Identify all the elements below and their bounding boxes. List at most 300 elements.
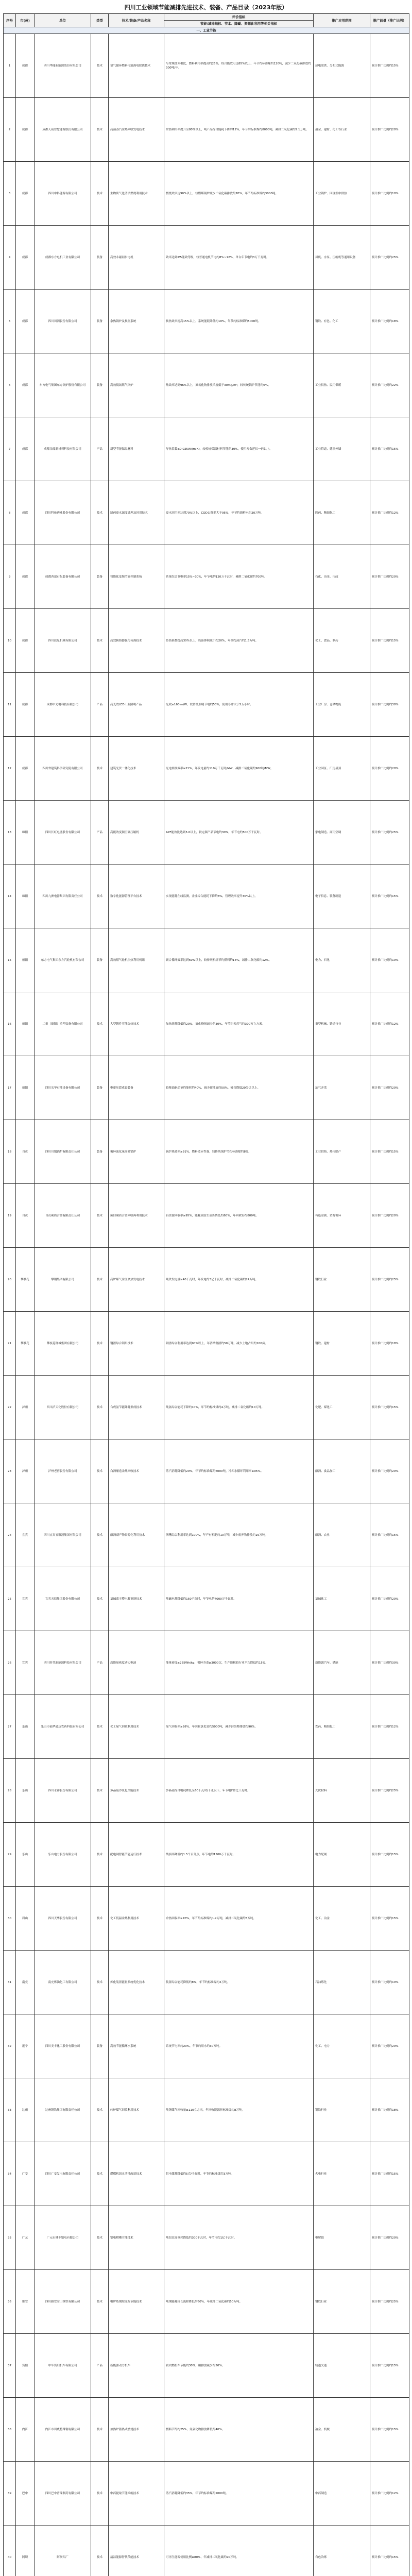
row-type: 技术 <box>91 2078 109 2142</box>
row-no: 33 <box>4 2078 16 2142</box>
row-name: 燃煤机组灵活性改造技术 <box>109 2142 164 2206</box>
table-row <box>4 226 409 290</box>
row-name: 大型锻件节能加热技术 <box>109 992 164 1056</box>
row-share: 预计推广比例约20% <box>370 98 409 162</box>
row-index: 吨氨综合能耗下降约10%，年节约标准煤约4万吨，减排二氧化碳约10万吨。 <box>164 1376 314 1439</box>
row-type: 技术 <box>91 2142 109 2206</box>
row-unit: 攀钢集团有限公司 <box>35 1248 91 1312</box>
row-index: 热效率达到96%以上，氮氧化物排放浓度低于30mg/m³，较传统锅炉节能约6%。 <box>164 353 314 417</box>
row-type: 技术 <box>91 481 109 545</box>
section-band-label: 一、工业节能 <box>4 27 409 34</box>
table-row <box>4 1759 409 1823</box>
row-region: 巴中 <box>16 2462 35 2526</box>
row-share: 预计推广比例约20% <box>370 737 409 801</box>
row-scope: 石化、冶金、市政 <box>314 545 370 609</box>
row-index: 装置综合能耗降低约8%，年节约标准煤约2万吨。 <box>164 1951 314 2014</box>
row-index: 系统节电率约20%，年节约用水约30万吨。 <box>164 2014 314 2078</box>
table-row <box>4 1120 409 1184</box>
row-type: 技术 <box>91 1248 109 1312</box>
row-scope: 热电联供、分布式能源 <box>314 34 370 98</box>
row-no: 40 <box>4 2526 16 2576</box>
row-share: 预计推广比例约15% <box>370 417 409 481</box>
row-share: 预计推广比例约12% <box>370 1695 409 1759</box>
row-name: 新能源动力机车 <box>109 2334 164 2398</box>
row-no: 8 <box>4 481 16 545</box>
row-scope: 轨道交通 <box>314 2334 370 2398</box>
row-share: 预计推广比例约20% <box>370 1567 409 1631</box>
row-name: 生物质气化清洁燃烧利用技术 <box>109 162 164 226</box>
row-type: 产品 <box>91 673 109 737</box>
row-region: 自贡 <box>16 1184 35 1248</box>
row-region: 南充 <box>16 1951 35 2014</box>
row-scope: 有色金属、资源循环 <box>314 1184 370 1248</box>
row-region: 泸州 <box>16 1376 35 1439</box>
row-name: 钢渣综合利用技术 <box>109 1312 164 1376</box>
row-index: 吨铁发电量≥40千瓦时，年发电约3亿千瓦时，减排二氧化碳约24万吨。 <box>164 1248 314 1312</box>
row-type: 技术 <box>91 1312 109 1376</box>
row-share: 预计推广比例约25% <box>370 2270 409 2334</box>
row-share: 预计推广比例约15% <box>370 2334 409 2398</box>
row-type: 装备 <box>91 928 109 992</box>
row-name: 配电网智能节能运行技术 <box>109 1823 164 1887</box>
row-unit: 泸州老窖股份有限公司 <box>35 1439 91 1503</box>
row-share: 预计推广比例约10% <box>370 928 409 992</box>
row-region: 成都 <box>16 162 35 226</box>
row-no: 22 <box>4 1376 16 1439</box>
row-unit: 二重（德阳）重型装备有限公司 <box>35 992 91 1056</box>
row-region: 雅安 <box>16 2270 35 2334</box>
row-type: 产品 <box>91 2334 109 2398</box>
row-scope: 光伏材料 <box>314 1759 370 1823</box>
row-region: 成都 <box>16 609 35 673</box>
row-no: 38 <box>4 2398 16 2462</box>
row-no: 21 <box>4 1312 16 1376</box>
row-type: 技术 <box>91 1823 109 1887</box>
row-type: 技术 <box>91 1503 109 1567</box>
row-name: 化工尾气回收利用技术 <box>109 1695 164 1759</box>
row-name: 多晶硅冷氢化节能技术 <box>109 1759 164 1823</box>
row-type: 技术 <box>91 2398 109 2462</box>
row-region: 德阳 <box>16 928 35 992</box>
row-unit: 四川天华股份有限公司 <box>35 1887 91 1951</box>
row-unit: 四川长虹电器股份有限公司 <box>35 801 91 865</box>
row-scope: 酿酒、农业 <box>314 1503 370 1567</box>
row-scope: 油气开采 <box>314 1056 370 1120</box>
row-scope: 工业供热、民用供暖 <box>314 353 370 417</box>
row-name: 酿酒副产物资源化利用技术 <box>109 1503 164 1567</box>
row-name: 建筑光伏一体化技术 <box>109 737 164 801</box>
row-type: 技术 <box>91 162 109 226</box>
table-row <box>4 1567 409 1631</box>
row-region: 成都 <box>16 226 35 290</box>
row-type: 装备 <box>91 290 109 353</box>
row-index: 燃料节约约25%，氮氧化物排放降低约40%。 <box>164 2398 314 2462</box>
row-share: 预计推广比例约25% <box>370 801 409 865</box>
table-row <box>4 1503 409 1567</box>
row-scope: 工业供热、热电联产 <box>314 1120 370 1184</box>
row-share: 预计推广比例约10% <box>370 162 409 226</box>
row-name: 氯碱离子膜电解节能技术 <box>109 1567 164 1631</box>
row-no: 34 <box>4 2142 16 2206</box>
header-type: 类型 <box>91 14 109 27</box>
row-region: 资阳 <box>16 2334 35 2398</box>
row-scope: 工业锅炉、园区集中供热 <box>314 162 370 226</box>
header-scope: 推广应用范围 <box>314 14 370 27</box>
row-no: 18 <box>4 1120 16 1184</box>
row-name: 炼化装置能量系统优化技术 <box>109 1951 164 2014</box>
row-unit: 东方电气集团东方汽轮机有限公司 <box>35 928 91 992</box>
row-region: 绵阳 <box>16 801 35 865</box>
table-row <box>4 1376 409 1439</box>
row-name: 合成氨节能降耗集成技术 <box>109 1376 164 1439</box>
row-type: 技术 <box>91 609 109 673</box>
row-scope: 钢铁行业 <box>314 2078 370 2142</box>
table-row <box>4 481 409 545</box>
row-index: 吨铝直流电耗降低约300千瓦时，年节电约1亿千瓦时。 <box>164 2206 314 2270</box>
row-index: 效率达到IE5能效等级，较普通电机节电约8%~12%，单台年节电约3万千瓦时。 <box>164 226 314 290</box>
row-type: 技术 <box>91 737 109 801</box>
table-row <box>4 1951 409 2014</box>
row-unit: 四川华能新能源股份有限公司 <box>35 34 91 98</box>
row-no: 31 <box>4 1951 16 2014</box>
row-type: 技术 <box>91 1376 109 1439</box>
row-index: 导热系数≤0.025W/(m·K)，较传统保温材料节能约30%，使用寿命延长一倍以上。 <box>164 417 314 481</box>
table-row <box>4 2206 409 2270</box>
row-name: 化工低温余热利用技术 <box>109 1887 164 1951</box>
header-row <box>4 14 409 21</box>
row-type: 技术 <box>91 2270 109 2334</box>
row-region: 成都 <box>16 481 35 545</box>
row-no: 14 <box>4 865 16 928</box>
row-index: 光电转换效率≥21%，年发电量约110万千瓦时/MW，减排二氧化碳约900吨/MW。 <box>164 737 314 801</box>
row-region: 乐山 <box>16 1695 35 1759</box>
row-region: 自贡 <box>16 1120 35 1184</box>
row-region: 成都 <box>16 34 35 98</box>
row-scope: 冶金、机械 <box>314 2398 370 2462</box>
row-name: 转炉煤气回收利用技术 <box>109 2078 164 2142</box>
table-row <box>4 737 409 801</box>
row-type: 装备 <box>91 545 109 609</box>
row-scope: 化肥、煤化工 <box>314 1376 370 1439</box>
row-index: 余热利用率提升至80%以上，吨产品综合能耗下降约12%，年节约标准煤约8000吨，减排二氧化碳约2.1万吨。 <box>164 98 314 162</box>
row-share: 预计推广比例约15% <box>370 1823 409 1887</box>
row-no: 30 <box>4 1887 16 1951</box>
table-row <box>4 2334 409 2398</box>
table-row <box>4 2398 409 2462</box>
row-index: 燃烧效率达90%以上，较燃煤锅炉减少二氧化碳排放约70%，年节约标准煤约3000吨。 <box>164 162 314 226</box>
row-no: 36 <box>4 2270 16 2334</box>
row-name: 智能化变频节能控制系统 <box>109 545 164 609</box>
row-share: 预计推广比例约12% <box>370 481 409 545</box>
row-share: 预计推广比例约15% <box>370 2398 409 2462</box>
row-no: 2 <box>4 98 16 162</box>
row-region: 广安 <box>16 2142 35 2206</box>
row-share: 预计推广比例约18% <box>370 2078 409 2142</box>
table-row <box>4 1631 409 1695</box>
row-index: 吨碱电耗降低约150千瓦时，年节电约4000万千瓦时。 <box>164 1567 314 1631</box>
section-band <box>4 27 409 34</box>
row-region: 德阳 <box>16 1056 35 1120</box>
row-type: 技术 <box>91 1439 109 1503</box>
row-index: 钨资源回收率≥95%，能耗较原生冶炼降低约60%，年回收钨约800吨。 <box>164 1184 314 1248</box>
row-index: 余热回收率≥70%，年节约标准煤约1.2万吨，减排二氧化碳约3万吨。 <box>164 1887 314 1951</box>
row-name: 高效低氮燃气锅炉 <box>109 353 164 417</box>
row-share: 预计推广比例约15% <box>370 865 409 928</box>
table-row <box>4 1248 409 1312</box>
row-type: 技术 <box>91 1567 109 1631</box>
row-type: 技术 <box>91 2462 109 2526</box>
row-unit: 四川泸天化股份有限公司 <box>35 1376 91 1439</box>
row-share: 预计推广比例约12% <box>370 2462 409 2526</box>
row-index: 尾气回收率≥98%，年回收氯化氢约5000吨，减少污染物排放约90%。 <box>164 1695 314 1759</box>
row-share: 预计推广比例约15% <box>370 609 409 673</box>
row-region: 乐山 <box>16 1823 35 1887</box>
row-no: 3 <box>4 162 16 226</box>
header-no: 序号 <box>4 14 16 27</box>
row-name: 数字化能源管理平台技术 <box>109 865 164 928</box>
table-row <box>4 1887 409 1951</box>
row-unit: 乐山市福华通达农药科技有限公司 <box>35 1695 91 1759</box>
row-unit: 四川川锅锅炉有限责任公司 <box>35 1120 91 1184</box>
row-scope: 酿酒、食品加工 <box>314 1439 370 1503</box>
row-index: 能量密度≥255Wh/kg，循环寿命≥3000次，生产能耗较行业平均降低约15%。 <box>164 1631 314 1695</box>
table-row <box>4 1312 409 1376</box>
row-type: 技术 <box>91 1695 109 1759</box>
row-name: 白酒酿造余热回收技术 <box>109 1439 164 1503</box>
row-scope: 化工、食品、制药 <box>314 609 370 673</box>
row-type: 装备 <box>91 226 109 290</box>
row-scope: 风机、水泵、压缩机等通用设备 <box>314 226 370 290</box>
row-share: 预计推广比例约25% <box>370 1248 409 1312</box>
row-scope: 电子信息、装备制造 <box>314 865 370 928</box>
row-no: 13 <box>4 801 16 865</box>
row-scope: 钢铁、有色、化工 <box>314 290 370 353</box>
table-row <box>4 290 409 353</box>
row-share: 预计推广比例约30% <box>370 1631 409 1695</box>
row-unit: 四川广安发电有限责任公司 <box>35 2142 91 2206</box>
row-type: 技术 <box>91 865 109 928</box>
row-unit: 四川蓝星机械有限公司 <box>35 609 91 673</box>
row-scope: 电力、石化 <box>314 928 370 992</box>
row-region: 宜宾 <box>16 1631 35 1695</box>
table-row <box>4 2078 409 2142</box>
table-row <box>4 801 409 865</box>
row-unit: 四川科伦药业股份有限公司 <box>35 481 91 545</box>
row-no: 24 <box>4 1503 16 1567</box>
row-share: 预计推广比例约20% <box>370 1056 409 1120</box>
row-no: 26 <box>4 1631 16 1695</box>
row-index: 锅炉热效率≥91%，燃料适应性强，较传统锅炉节约标准煤约8%。 <box>164 1120 314 1184</box>
table-row <box>4 34 409 98</box>
row-no: 15 <box>4 928 16 992</box>
row-type: 技术 <box>91 992 109 1056</box>
row-share: 预计推广比例约20% <box>370 545 409 609</box>
row-no: 6 <box>4 353 16 417</box>
table-row <box>4 928 409 992</box>
row-share: 预计推广比例约22% <box>370 353 409 417</box>
row-type: 技术 <box>91 1951 109 2014</box>
row-scope: 氯碱化工 <box>314 1567 370 1631</box>
row-scope: 化工、电力 <box>314 2014 370 2078</box>
row-no: 28 <box>4 1759 16 1823</box>
document-title: 四川工业领域节能减排先进技术、装备、产品目录（2023年版） <box>124 4 288 11</box>
header-region: 市(州) <box>16 14 35 27</box>
header-unit: 单位 <box>35 14 91 27</box>
row-index: 可再生能源使用比例≥80%，年减排二氧化碳约20万吨。 <box>164 2526 314 2576</box>
row-share: 预计推广比例约15% <box>370 1503 409 1567</box>
row-unit: 内江市川威特殊钢有限公司 <box>35 2398 91 2462</box>
table-row <box>4 417 409 481</box>
table-row <box>4 545 409 609</box>
row-unit: 四川宏华石油设备有限公司 <box>35 1056 91 1120</box>
row-scope: 化工、冶金 <box>314 1887 370 1951</box>
row-no: 20 <box>4 1248 16 1312</box>
row-no: 11 <box>4 673 16 737</box>
row-region: 成都 <box>16 417 35 481</box>
row-no: 23 <box>4 1439 16 1503</box>
row-name: 高能量密度动力电池 <box>109 1631 164 1695</box>
row-region: 德阳 <box>16 992 35 1056</box>
table-row <box>4 162 409 226</box>
row-unit: 成都金瑞新材料科技有限公司 <box>35 417 91 481</box>
header-share: 推广前景（推广比例） <box>370 14 409 27</box>
row-type: 技术 <box>91 98 109 162</box>
row-name: 氢气循环燃料电池热电联供技术 <box>109 34 164 98</box>
row-region: 成都 <box>16 290 35 353</box>
row-type: 装备 <box>91 353 109 417</box>
row-scope: 工业厂房、仓储物流 <box>314 673 370 737</box>
row-scope: 工业园区、厂房屋顶 <box>314 737 370 801</box>
table-row <box>4 2014 409 2078</box>
table-row <box>4 865 409 928</box>
row-share: 预计推广比例约15% <box>370 2142 409 2206</box>
table-row <box>4 1056 409 1120</box>
row-unit: 四川永祥股份有限公司 <box>35 1759 91 1823</box>
row-no: 17 <box>4 1056 16 1120</box>
row-no: 27 <box>4 1695 16 1759</box>
row-no: 4 <box>4 226 16 290</box>
row-share: 预计推广比例约10% <box>370 1951 409 2014</box>
header-index-group: 评价指标 <box>164 14 314 21</box>
row-unit: 达州钢铁集团有限责任公司 <box>35 2078 91 2142</box>
row-type: 技术 <box>91 1759 109 1823</box>
row-unit: 四川九洲电器集团有限责任公司 <box>35 865 91 928</box>
row-no: 29 <box>4 1823 16 1887</box>
row-region: 宜宾 <box>16 1503 35 1567</box>
row-region: 达州 <box>16 2078 35 2142</box>
table-row <box>4 992 409 1056</box>
row-share: 预计推广比例约20% <box>370 1184 409 1248</box>
table-row <box>4 1823 409 1887</box>
table-row <box>4 673 409 737</box>
row-no: 35 <box>4 2206 16 2270</box>
table-row <box>4 2142 409 2206</box>
row-scope: 有色冶炼 <box>314 2526 370 2576</box>
row-unit: 东方电气集团东方锅炉股份有限公司 <box>35 353 91 417</box>
row-index: 较内燃机车节能约30%，碳排放减少约50%。 <box>164 2334 314 2398</box>
row-region: 攀枝花 <box>16 1312 35 1376</box>
table-row <box>4 2526 409 2576</box>
row-region: 成都 <box>16 353 35 417</box>
row-unit: 阿坝铝厂 <box>35 2526 91 2576</box>
row-unit: 成都中光电科技有限公司 <box>35 673 91 737</box>
row-region: 眉山 <box>16 1887 35 1951</box>
row-scope: 新能源汽车、储能 <box>314 1631 370 1695</box>
row-no: 37 <box>4 2334 16 2398</box>
row-index: 供电煤耗降低约5克/千瓦时，年节约标准煤约3万吨。 <box>164 2142 314 2206</box>
row-name: 制药废水深度处理及回用技术 <box>109 481 164 545</box>
row-unit: 成都西部石化装备有限公司 <box>35 545 91 609</box>
row-share: 预计推广比例约15% <box>370 2526 409 2576</box>
row-name: 新型节能保温材料 <box>109 417 164 481</box>
row-name: 高光效LED工业照明产品 <box>109 673 164 737</box>
row-index: 换热效率提高15%以上，系统能耗降低约10%，年节约标准煤约5000吨。 <box>164 290 314 353</box>
row-name: 电驱压裂成套装备 <box>109 1056 164 1120</box>
row-name: 中药提取节能浓缩技术 <box>109 2462 164 2526</box>
row-scope: 工业管道、建筑外墙 <box>314 417 370 481</box>
row-name: 循环流化床高效锅炉 <box>109 1120 164 1184</box>
row-no: 12 <box>4 737 16 801</box>
catalog-table <box>3 13 409 2576</box>
row-name: 清洁能源替代节能技术 <box>109 2526 164 2576</box>
row-share: 预计推广比例约15% <box>370 1376 409 1439</box>
row-unit: 成都天府智慧能源股份有限公司 <box>35 98 91 162</box>
row-index: 联合循环效率达到60%以上，较传统机组节约燃料约15%，减排二氧化碳约12%。 <box>164 928 314 992</box>
row-index: APF能效比达到5.0以上，较定频产品节电约30%，年节电约500万千瓦时。 <box>164 801 314 865</box>
row-no: 25 <box>4 1567 16 1631</box>
row-scope: 冶金、建材、化工等行业 <box>314 98 370 162</box>
row-name: 废旧硬质合金回收再利用技术 <box>109 1184 164 1248</box>
row-scope: 钢铁行业 <box>314 2270 370 2334</box>
row-scope: 石油炼化 <box>314 1951 370 2014</box>
row-type: 产品 <box>91 1631 109 1695</box>
row-type: 产品 <box>91 417 109 481</box>
row-name: 电炉炼钢短流程节能技术 <box>109 2270 164 2334</box>
row-scope: 中药制造 <box>314 2462 370 2526</box>
row-share: 预计推广比例约20% <box>370 2206 409 2270</box>
row-no: 5 <box>4 290 16 353</box>
row-scope: 钢铁行业 <box>314 1248 370 1312</box>
row-share: 预计推广比例约25% <box>370 1759 409 1823</box>
row-name: 高效永磁同步电机 <box>109 226 164 290</box>
row-unit: 成都东方电机工业有限公司 <box>35 226 91 290</box>
row-type: 装备 <box>91 1120 109 1184</box>
row-share: 预计推广比例约30% <box>370 673 409 737</box>
table-row <box>4 1695 409 1759</box>
row-index: 系统综合节电率15%~30%，年节电约120万千瓦时，减排二氧化碳约700吨。 <box>164 545 314 609</box>
row-index: 吨钢能耗较长流程降低约60%，年减排二氧化碳约50万吨。 <box>164 2270 314 2334</box>
row-region: 阿坝 <box>16 2526 35 2576</box>
row-unit: 攀枝花钢城集团有限公司 <box>35 1312 91 1376</box>
row-scope: 医药、精细化工 <box>314 481 370 545</box>
row-index: 废水回用率达到70%以上，COD去除率大于95%，年节约新鲜水约20万吨。 <box>164 481 314 545</box>
row-scope: 重型机械、锻造行业 <box>314 992 370 1056</box>
row-share: 预计推广比例约25% <box>370 226 409 290</box>
table-row <box>4 1184 409 1248</box>
row-type: 装备 <box>91 2014 109 2078</box>
row-unit: 宜宾天原集团股份有限公司 <box>35 1567 91 1631</box>
row-no: 32 <box>4 2014 16 2078</box>
row-index: 线损率降低约1.5个百分点，年节电约1500万千瓦时。 <box>164 1823 314 1887</box>
row-no: 1 <box>4 34 16 98</box>
row-region: 遂宁 <box>16 2014 35 2078</box>
row-type: 技术 <box>91 1887 109 1951</box>
row-index: 蒸汽消耗降低约35%，年节约标准煤约2000吨。 <box>164 2462 314 2526</box>
row-scope: 电解铝 <box>314 2206 370 2270</box>
row-type: 装备 <box>91 1056 109 1120</box>
row-share: 预计推广比例约15% <box>370 1120 409 1184</box>
row-unit: 中车资阳机车有限公司 <box>35 2334 91 2398</box>
